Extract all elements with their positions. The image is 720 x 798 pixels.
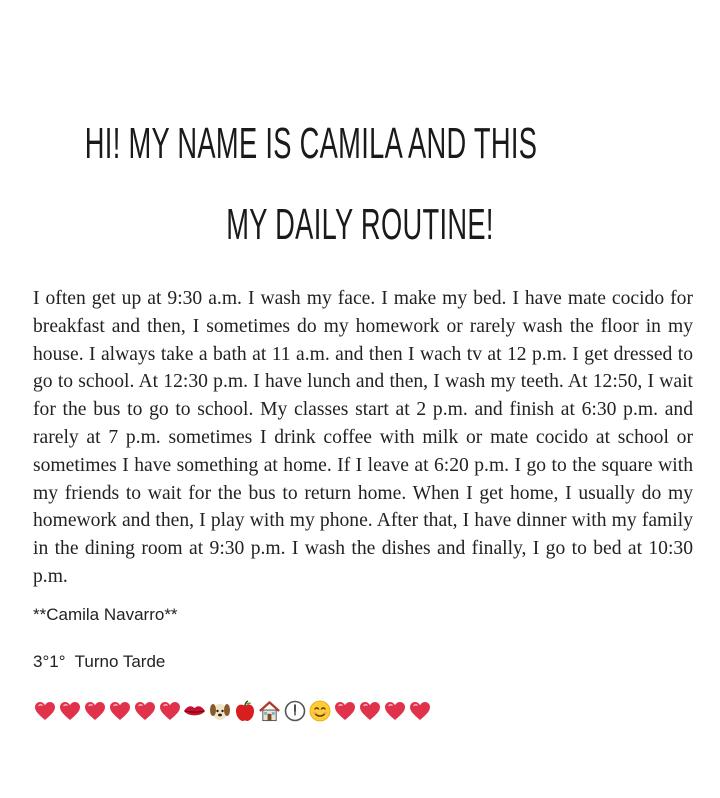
- heart-icon: [133, 699, 156, 723]
- routine-paragraph: I often get up at 9:30 a.m. I wash my face. I make my bed. I have mate cocido for breakfast and then, I sometimes do my homework or rarely wash the floor in my house. I always take a bath at 11 a.m. and then I wach tv at 12 p.m. I get dressed to go to school. At 12:30 p.m. I have lunch and then, I wash my teeth. At 12:50, I wait for the bus to go to school. My classes start at 2 p.m. and finish at 6:30 p.m. and rarely at 7 p.m. sometimes I drink coffee with milk or mate cocido at school or sometimes I have something at home. If I leave at 6:20 p.m. I go to the square with my friends to wait for the bus to return home. When I get home, I usually do my homework and then, I play with my phone. After that, I have dinner with my family in the dining room at 9:30 p.m. I wash the dishes and finally, I go to bed at 10:30 p.m.: [33, 288, 693, 587]
- heart-icon: [158, 699, 181, 723]
- heart-icon: [408, 699, 431, 723]
- emoji-row: [33, 697, 431, 725]
- lips-icon: [183, 699, 206, 723]
- heart-icon: [333, 699, 356, 723]
- heart-icon: [33, 699, 56, 723]
- heart-icon: [383, 699, 406, 723]
- author-signature: **Camila Navarro**: [33, 605, 178, 624]
- dog-face-icon: [208, 699, 231, 723]
- clock-icon: [283, 699, 306, 723]
- smiling-face-icon: [308, 699, 331, 723]
- heart-icon: [108, 699, 131, 723]
- apple-icon: [233, 699, 256, 723]
- title-line-1: HI! MY NAME IS CAMILA AND THIS: [84, 119, 538, 168]
- house-icon: [258, 699, 281, 723]
- heart-icon: [58, 699, 81, 723]
- title-line-2: MY DAILY ROUTINE!: [226, 200, 494, 249]
- heart-icon: [83, 699, 106, 723]
- course-info: 3°1° Turno Tarde: [33, 652, 166, 671]
- heart-icon: [358, 699, 381, 723]
